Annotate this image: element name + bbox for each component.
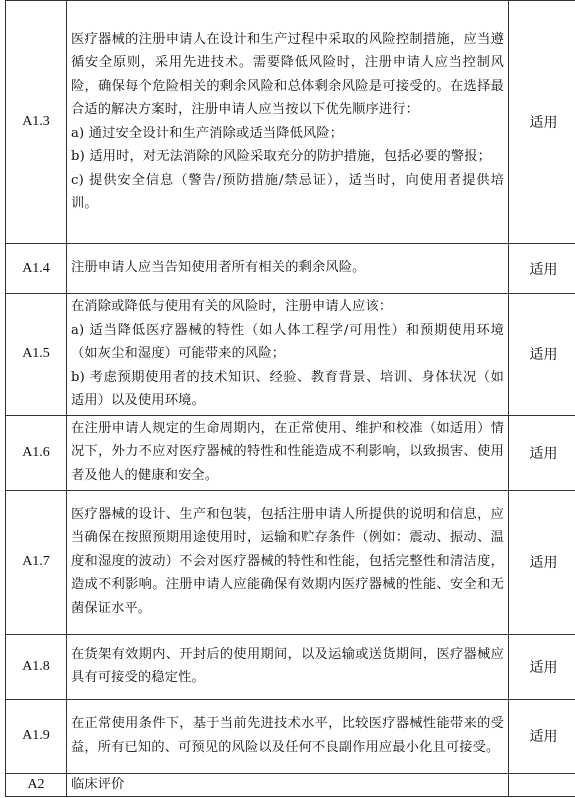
applicability-value: 适用	[509, 244, 575, 294]
table-row	[6, 415, 575, 490]
applicability-value: 适用	[509, 294, 575, 416]
clause-paragraph: b) 适用时，对无法消除的风险采取充分的防护措施，包括必要的警报；	[71, 149, 492, 164]
clause-content	[67, 244, 509, 294]
clause-content	[67, 634, 509, 699]
clause-paragraph: b) 考虑预期使用者的技术知识、经验、教育背景、培训、身体状况（如适用）以及使用环境。	[71, 369, 504, 408]
clause-content	[67, 1, 509, 244]
section-code: A2	[6, 773, 67, 796]
clause-paragraph: 在货架有效期内、开封后的使用期间，以及运输或送货期间，医疗器械应具有可接受的稳定性。	[71, 646, 504, 685]
table-row	[6, 634, 575, 699]
clause-paragraph: a) 适当降低医疗器械的特性（如人体工程学/可用性）和预期使用环境（如灰尘和湿度）可能带来的风险；	[71, 322, 504, 361]
applicability-value: 适用	[509, 415, 575, 490]
clause-paragraph: 医疗器械的注册申请人在设计和生产过程中采取的风险控制措施，应当遵循安全原则，采用先进技术。需要降低风险时，注册申请人应当控制风险，确保每个危险相关的剩余风险和总体剩余风险是可接受的。在选择最合适的解决方案时，注册申请人应当按以下优先顺序进行：	[71, 31, 504, 117]
table-row	[6, 699, 575, 773]
table-row	[6, 294, 575, 416]
table-row	[6, 773, 575, 796]
clause-paragraph: 临床评价	[71, 776, 125, 792]
clause-code: A1.3	[6, 1, 67, 244]
clause-content	[67, 490, 509, 634]
applicability-value: 适用	[509, 699, 575, 773]
clause-content	[67, 294, 509, 416]
applicability-value: 适用	[509, 634, 575, 699]
clause-code: A1.4	[6, 244, 67, 294]
requirements-table	[5, 0, 575, 797]
table-row	[6, 244, 575, 294]
table-row	[6, 1, 575, 244]
clause-paragraph: 在注册申请人规定的生命周期内，在正常使用、维护和校准（如适用）情况下，外力不应对医疗器械的特性和性能造成不利影响，以致损害、使用者及他人的健康和安全。	[71, 420, 504, 483]
clause-paragraph: a) 通过安全设计和生产消除或适当降低风险；	[71, 125, 344, 141]
clause-paragraph: c) 提供安全信息（警告/预防措施/禁忌证），适当时，向使用者提供培训。	[71, 172, 504, 211]
table-row	[6, 490, 575, 634]
applicability-value: 适用	[509, 1, 575, 244]
clause-paragraph: 注册申请人应当告知使用者所有相关的剩余风险。	[71, 260, 366, 276]
clause-content	[67, 415, 509, 490]
clause-code: A1.8	[6, 634, 67, 699]
clause-paragraph: 在正常使用条件下，基于当前先进技术水平，比较医疗器械性能带来的受益，所有已知的、可预见的风险以及任何不良副作用应最小化且可接受。	[71, 716, 504, 755]
clause-paragraph: 在消除或降低与使用有关的风险时，注册申请人应该：	[71, 299, 393, 314]
clause-content	[67, 699, 509, 773]
applicability-value	[509, 773, 575, 796]
section-title	[67, 773, 509, 796]
applicability-value: 适用	[509, 490, 575, 634]
clause-code: A1.9	[6, 699, 67, 773]
clause-code: A1.5	[6, 294, 67, 416]
clause-paragraph: 医疗器械的设计、生产和包装，包括注册申请人所提供的说明和信息，应当确保在按照预期用途使用时，运输和贮存条件（例如：震动、振动、温度和湿度的波动）不会对医疗器械的特性和性能，包括完整性和清洁度，造成不利影响。注册申请人应能确保有效期内医疗器械的性能、安全和无菌保证水平。	[71, 506, 504, 616]
clause-code: A1.6	[6, 415, 67, 490]
clause-code: A1.7	[6, 490, 67, 634]
